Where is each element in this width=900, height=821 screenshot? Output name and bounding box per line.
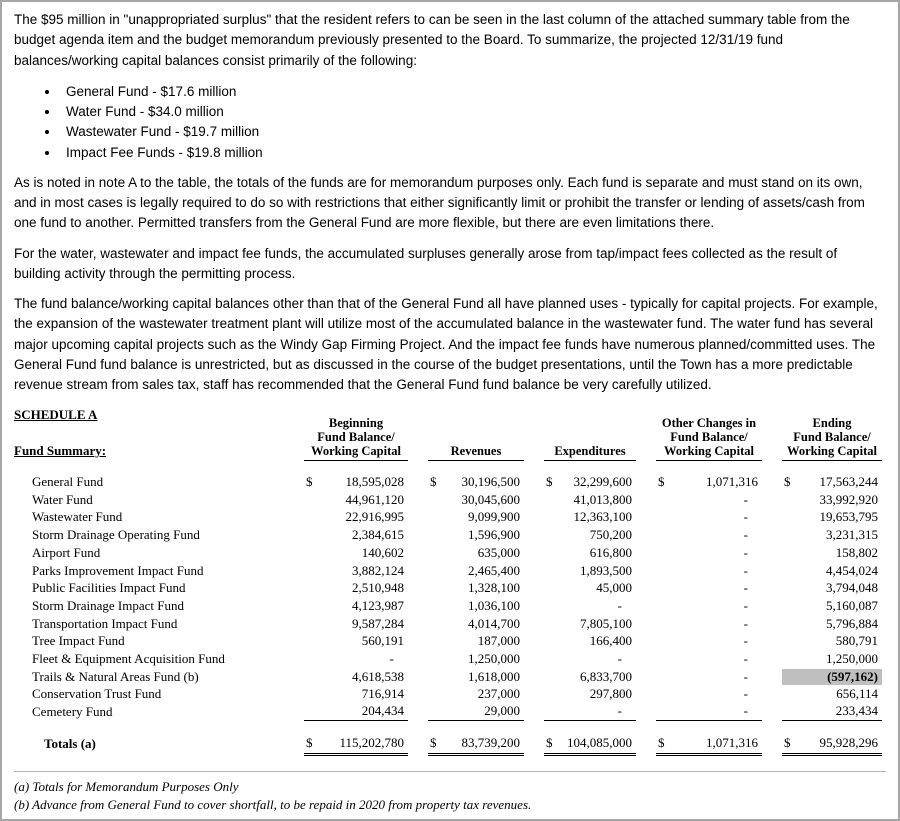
- footnotes: [14, 778, 886, 815]
- amount-cell: [544, 474, 636, 490]
- paragraph-note-a: As is noted in note A to the table, the totals of the funds are for memorandum purposes only. Each fund is separate and must stand on its own, and in most cases is legally required to do so with restrictions that either significantly limit or prohibit the transfer or lending of assets/cash from one fund to another. Permitted transfers from the General Fund are more flexible, but there are even limitations there.: [14, 174, 865, 231]
- amount-value: 1,250,000: [468, 650, 520, 666]
- amount-cell: [544, 651, 636, 667]
- amount-cell: [544, 703, 636, 721]
- currency-sign: $: [546, 474, 553, 490]
- column-header: [656, 407, 762, 461]
- amount-cell: [782, 545, 882, 561]
- currency-sign: $: [430, 474, 437, 490]
- amount-value: 44,961,120: [345, 491, 404, 507]
- fund-name: Wastewater Fund: [32, 509, 123, 525]
- table-row: [14, 473, 886, 491]
- amount-cell: [544, 492, 636, 508]
- amount-value: 140,602: [361, 544, 404, 560]
- amount-cell: [428, 492, 524, 508]
- amount-cell: [304, 563, 408, 579]
- amount-cell: [304, 492, 408, 508]
- schedule-label: SCHEDULE A: [14, 407, 98, 423]
- amount-value: -: [743, 686, 748, 702]
- amount-cell: [428, 732, 524, 756]
- amount-value: 83,739,200: [461, 734, 520, 750]
- currency-sign: $: [546, 734, 553, 750]
- amount-cell: [428, 703, 524, 721]
- amount-value: -: [743, 509, 748, 525]
- amount-cell: [656, 703, 762, 721]
- amount-cell: [782, 563, 882, 579]
- amount-cell: [782, 616, 882, 632]
- amount-value: -: [743, 527, 748, 543]
- amount-cell: [428, 686, 524, 702]
- amount-cell: [428, 527, 524, 543]
- currency-sign: $: [306, 474, 313, 490]
- fund-name: Trails & Natural Areas Fund (b): [32, 668, 199, 684]
- amount-value: -: [617, 703, 622, 719]
- fund-name: Tree Impact Fund: [32, 633, 125, 649]
- amount-cell: [656, 527, 762, 543]
- column-header-line: Working Capital: [311, 444, 401, 459]
- fund-name: Storm Drainage Operating Fund: [32, 527, 200, 543]
- amount-cell: [428, 598, 524, 614]
- currency-sign: $: [784, 734, 791, 750]
- fund-name: Water Fund: [32, 491, 93, 507]
- amount-cell: [656, 732, 762, 756]
- amount-cell: [656, 563, 762, 579]
- amount-value: -: [743, 491, 748, 507]
- amount-value: 33,992,920: [819, 491, 878, 507]
- currency-sign: $: [784, 474, 791, 490]
- amount-value: 115,202,780: [339, 734, 404, 750]
- amount-value: 580,791: [835, 633, 878, 649]
- amount-cell: [782, 633, 882, 649]
- amount-value: 233,434: [835, 703, 878, 719]
- amount-value: 95,928,296: [819, 734, 878, 750]
- totals-row: [14, 731, 886, 757]
- amount-cell: [304, 616, 408, 632]
- table-row: [14, 562, 886, 580]
- amount-cell: [656, 545, 762, 561]
- amount-cell: [782, 509, 882, 525]
- table-body: [14, 473, 886, 721]
- amount-value: 18,595,028: [345, 474, 404, 490]
- amount-value: 635,000: [477, 544, 520, 560]
- amount-cell: [304, 580, 408, 596]
- table-row: [14, 686, 886, 704]
- amount-value: 5,796,884: [826, 615, 878, 631]
- amount-value: 1,328,100: [468, 580, 520, 596]
- paragraph-fees: For the water, wastewater and impact fee funds, the accumulated surpluses generally arose from tap/impact fees collected as the result of building activity through the permitting process.: [14, 245, 838, 281]
- fund-name: Airport Fund: [32, 544, 101, 560]
- amount-cell: [544, 598, 636, 614]
- amount-value: 1,618,000: [468, 668, 520, 684]
- table-row: [14, 650, 886, 668]
- amount-cell: [782, 492, 882, 508]
- amount-value: 2,384,615: [352, 527, 404, 543]
- footnote: (a) Totals for Memorandum Purposes Only: [14, 778, 239, 794]
- amount-cell: [656, 616, 762, 632]
- column-header-line: Working Capital: [787, 444, 877, 459]
- amount-value: 6,833,700: [580, 668, 632, 684]
- amount-cell: [428, 563, 524, 579]
- amount-value: 750,200: [589, 527, 632, 543]
- amount-cell: [304, 633, 408, 649]
- amount-value: 7,805,100: [580, 615, 632, 631]
- table-row: [14, 703, 886, 721]
- column-header-line: Other Changes in: [661, 416, 757, 431]
- column-header-line: Working Capital: [664, 444, 754, 459]
- amount-cell: [782, 598, 882, 614]
- table-row: [14, 491, 886, 509]
- amount-value: 9,099,900: [468, 509, 520, 525]
- amount-value: 5,160,087: [826, 597, 878, 613]
- currency-sign: $: [658, 474, 665, 490]
- bullet-item: • Impact Fee Funds - $19.8 million: [60, 143, 886, 163]
- amount-value: 1,596,900: [468, 527, 520, 543]
- fund-name: General Fund: [32, 474, 104, 490]
- table-row: [14, 544, 886, 562]
- amount-cell: [304, 686, 408, 702]
- amount-value: 166,400: [589, 633, 632, 649]
- amount-value: 204,434: [361, 703, 404, 719]
- amount-cell: [656, 633, 762, 649]
- amount-value: -: [743, 597, 748, 613]
- table-header-row: [14, 407, 886, 461]
- amount-value: 4,014,700: [468, 615, 520, 631]
- table-row: [14, 509, 886, 527]
- amount-value: 297,800: [589, 686, 632, 702]
- amount-value: 656,114: [836, 686, 878, 702]
- amount-value: -: [743, 615, 748, 631]
- amount-value: 616,800: [589, 544, 632, 560]
- column-header: [544, 407, 636, 461]
- paragraph-surplus-summary: The $95 million in "unappropriated surplus" that the resident refers to can be seen in the last column of the attached summary table from the budget agenda item and the budget memorandum previously presented to the Board. To summarize, the projected 12/31/19 fund balances/working capital balances consist primarily of the following:: [14, 12, 850, 68]
- table-row: [14, 668, 886, 686]
- column-header-line: Revenues: [450, 444, 502, 459]
- amount-value: 32,299,600: [573, 474, 632, 490]
- amount-cell: [782, 474, 882, 490]
- table-row: [14, 632, 886, 650]
- amount-value: -: [389, 650, 394, 666]
- amount-value: -: [743, 562, 748, 578]
- amount-cell: [428, 474, 524, 490]
- amount-value: 30,196,500: [461, 474, 520, 490]
- amount-value: 1,250,000: [826, 650, 878, 666]
- column-header-line: Ending: [812, 416, 852, 431]
- amount-value: 30,045,600: [461, 491, 520, 507]
- amount-value: 158,802: [835, 544, 878, 560]
- table-row: [14, 579, 886, 597]
- amount-value: 4,454,024: [826, 562, 878, 578]
- amount-value: 41,013,800: [573, 491, 632, 507]
- amount-value: -: [617, 597, 622, 613]
- amount-value: 104,085,000: [567, 734, 632, 750]
- amount-cell: [304, 545, 408, 561]
- fund-name: Transportation Impact Fund: [32, 615, 178, 631]
- table-row: [14, 615, 886, 633]
- amount-value: 29,000: [484, 703, 520, 719]
- amount-cell: [782, 686, 882, 702]
- amount-cell: [656, 651, 762, 667]
- bullet-item: • Water Fund - $34.0 million: [60, 102, 886, 122]
- amount-cell: [304, 598, 408, 614]
- amount-cell: [544, 616, 636, 632]
- fund-summary-label: Fund Summary:: [14, 443, 107, 459]
- fund-name: Public Facilities Impact Fund: [32, 580, 186, 596]
- bullet-item: • General Fund - $17.6 million: [60, 82, 886, 102]
- table-corner-header: [14, 407, 284, 461]
- amount-cell: [544, 527, 636, 543]
- amount-value: 1,071,316: [706, 734, 758, 750]
- amount-cell: [544, 732, 636, 756]
- amount-cell: [304, 527, 408, 543]
- amount-cell: [544, 563, 636, 579]
- amount-cell: [428, 616, 524, 632]
- table-row: [14, 526, 886, 544]
- amount-cell: [544, 580, 636, 596]
- totals-label: Totals (a): [44, 735, 96, 751]
- column-header-line: Beginning: [328, 416, 384, 431]
- amount-value: 9,587,284: [352, 615, 404, 631]
- amount-cell: [544, 545, 636, 561]
- amount-cell: [428, 509, 524, 525]
- bullet-item: • Wastewater Fund - $19.7 million: [60, 122, 886, 142]
- amount-cell: [304, 703, 408, 721]
- amount-cell: [782, 527, 882, 543]
- amount-value: -: [743, 668, 748, 684]
- amount-value: (597,162): [827, 668, 878, 684]
- amount-value: -: [743, 580, 748, 596]
- amount-value: 2,510,948: [352, 580, 404, 596]
- bullet-list: [60, 82, 886, 163]
- amount-value: 12,363,100: [573, 509, 632, 525]
- amount-cell: [544, 686, 636, 702]
- amount-value: 3,882,124: [352, 562, 404, 578]
- amount-value: 1,893,500: [580, 562, 632, 578]
- amount-value: -: [743, 650, 748, 666]
- amount-cell: [428, 580, 524, 596]
- column-header: [304, 407, 408, 461]
- amount-value: 1,036,100: [468, 597, 520, 613]
- footnote-divider: [14, 771, 886, 772]
- amount-value: 2,465,400: [468, 562, 520, 578]
- amount-cell: [544, 509, 636, 525]
- fund-name: Storm Drainage Impact Fund: [32, 597, 184, 613]
- amount-cell: [782, 732, 882, 756]
- fund-name: Cemetery Fund: [32, 704, 113, 720]
- footnote: (b) Advance from General Fund to cover shortfall, to be repaid in 2020 from property tax revenues.: [14, 797, 532, 813]
- amount-cell: [428, 669, 524, 685]
- amount-cell: [428, 545, 524, 561]
- amount-value: 3,231,315: [826, 527, 878, 543]
- amount-cell: [428, 651, 524, 667]
- amount-cell: [304, 651, 408, 667]
- amount-cell: [304, 669, 408, 685]
- amount-value: 716,914: [361, 686, 404, 702]
- amount-cell: [544, 633, 636, 649]
- amount-cell: [656, 598, 762, 614]
- amount-value: 237,000: [477, 686, 520, 702]
- amount-value: 19,653,795: [819, 509, 878, 525]
- amount-value: 1,071,316: [706, 474, 758, 490]
- amount-value: 17,563,244: [819, 474, 878, 490]
- amount-value: -: [743, 703, 748, 719]
- paragraph-planned-uses: The fund balance/working capital balances other than that of the General Fund all have planned uses - typically for capital projects. For example, the expansion of the wastewater treatment plant will utilize most of the accumulated balance in the wastewater fund. The water fund has several major upcoming capital projects such as the Windy Gap Firming Project. And the impact fee funds have numerous planned/committed uses. The General Fund fund balance is unrestricted, but as discussed in the course of the budget presentations, until the Town has a more predictable revenue stream from sales tax, staff has recommended that the General Fund fund balance be very carefully utilized.: [14, 296, 878, 392]
- table-row: [14, 597, 886, 615]
- amount-value: 4,123,987: [352, 597, 404, 613]
- fund-name: Parks Improvement Impact Fund: [32, 562, 204, 578]
- amount-cell: [656, 669, 762, 685]
- amount-value: 45,000: [596, 580, 632, 596]
- column-header-line: Fund Balance/: [793, 430, 871, 445]
- amount-cell: [428, 633, 524, 649]
- amount-value: 560,191: [361, 633, 404, 649]
- column-header-line: Fund Balance/: [670, 430, 748, 445]
- column-header: [428, 407, 524, 461]
- currency-sign: $: [658, 734, 665, 750]
- amount-cell: [304, 509, 408, 525]
- amount-cell: [782, 703, 882, 721]
- amount-value: 3,794,048: [826, 580, 878, 596]
- amount-cell: [304, 474, 408, 490]
- amount-value: -: [743, 544, 748, 560]
- column-header-line: Expenditures: [554, 444, 626, 459]
- amount-cell: [656, 492, 762, 508]
- amount-value: 22,916,995: [345, 509, 404, 525]
- currency-sign: $: [430, 734, 437, 750]
- column-header-line: Fund Balance/: [317, 430, 395, 445]
- amount-cell: [782, 580, 882, 596]
- amount-cell: [656, 474, 762, 490]
- amount-cell: [656, 509, 762, 525]
- amount-cell: [304, 732, 408, 756]
- amount-value: -: [743, 633, 748, 649]
- highlighted-amount-cell: [782, 669, 882, 685]
- amount-cell: [656, 580, 762, 596]
- amount-cell: [782, 651, 882, 667]
- currency-sign: $: [306, 734, 313, 750]
- amount-value: -: [617, 650, 622, 666]
- amount-value: 187,000: [477, 633, 520, 649]
- schedule-a-table: [14, 407, 886, 757]
- column-header: [782, 407, 882, 461]
- amount-value: 4,618,538: [352, 668, 404, 684]
- amount-cell: [544, 669, 636, 685]
- fund-name: Fleet & Equipment Acquisition Fund: [32, 650, 225, 666]
- fund-name: Conservation Trust Fund: [32, 686, 162, 702]
- amount-cell: [656, 686, 762, 702]
